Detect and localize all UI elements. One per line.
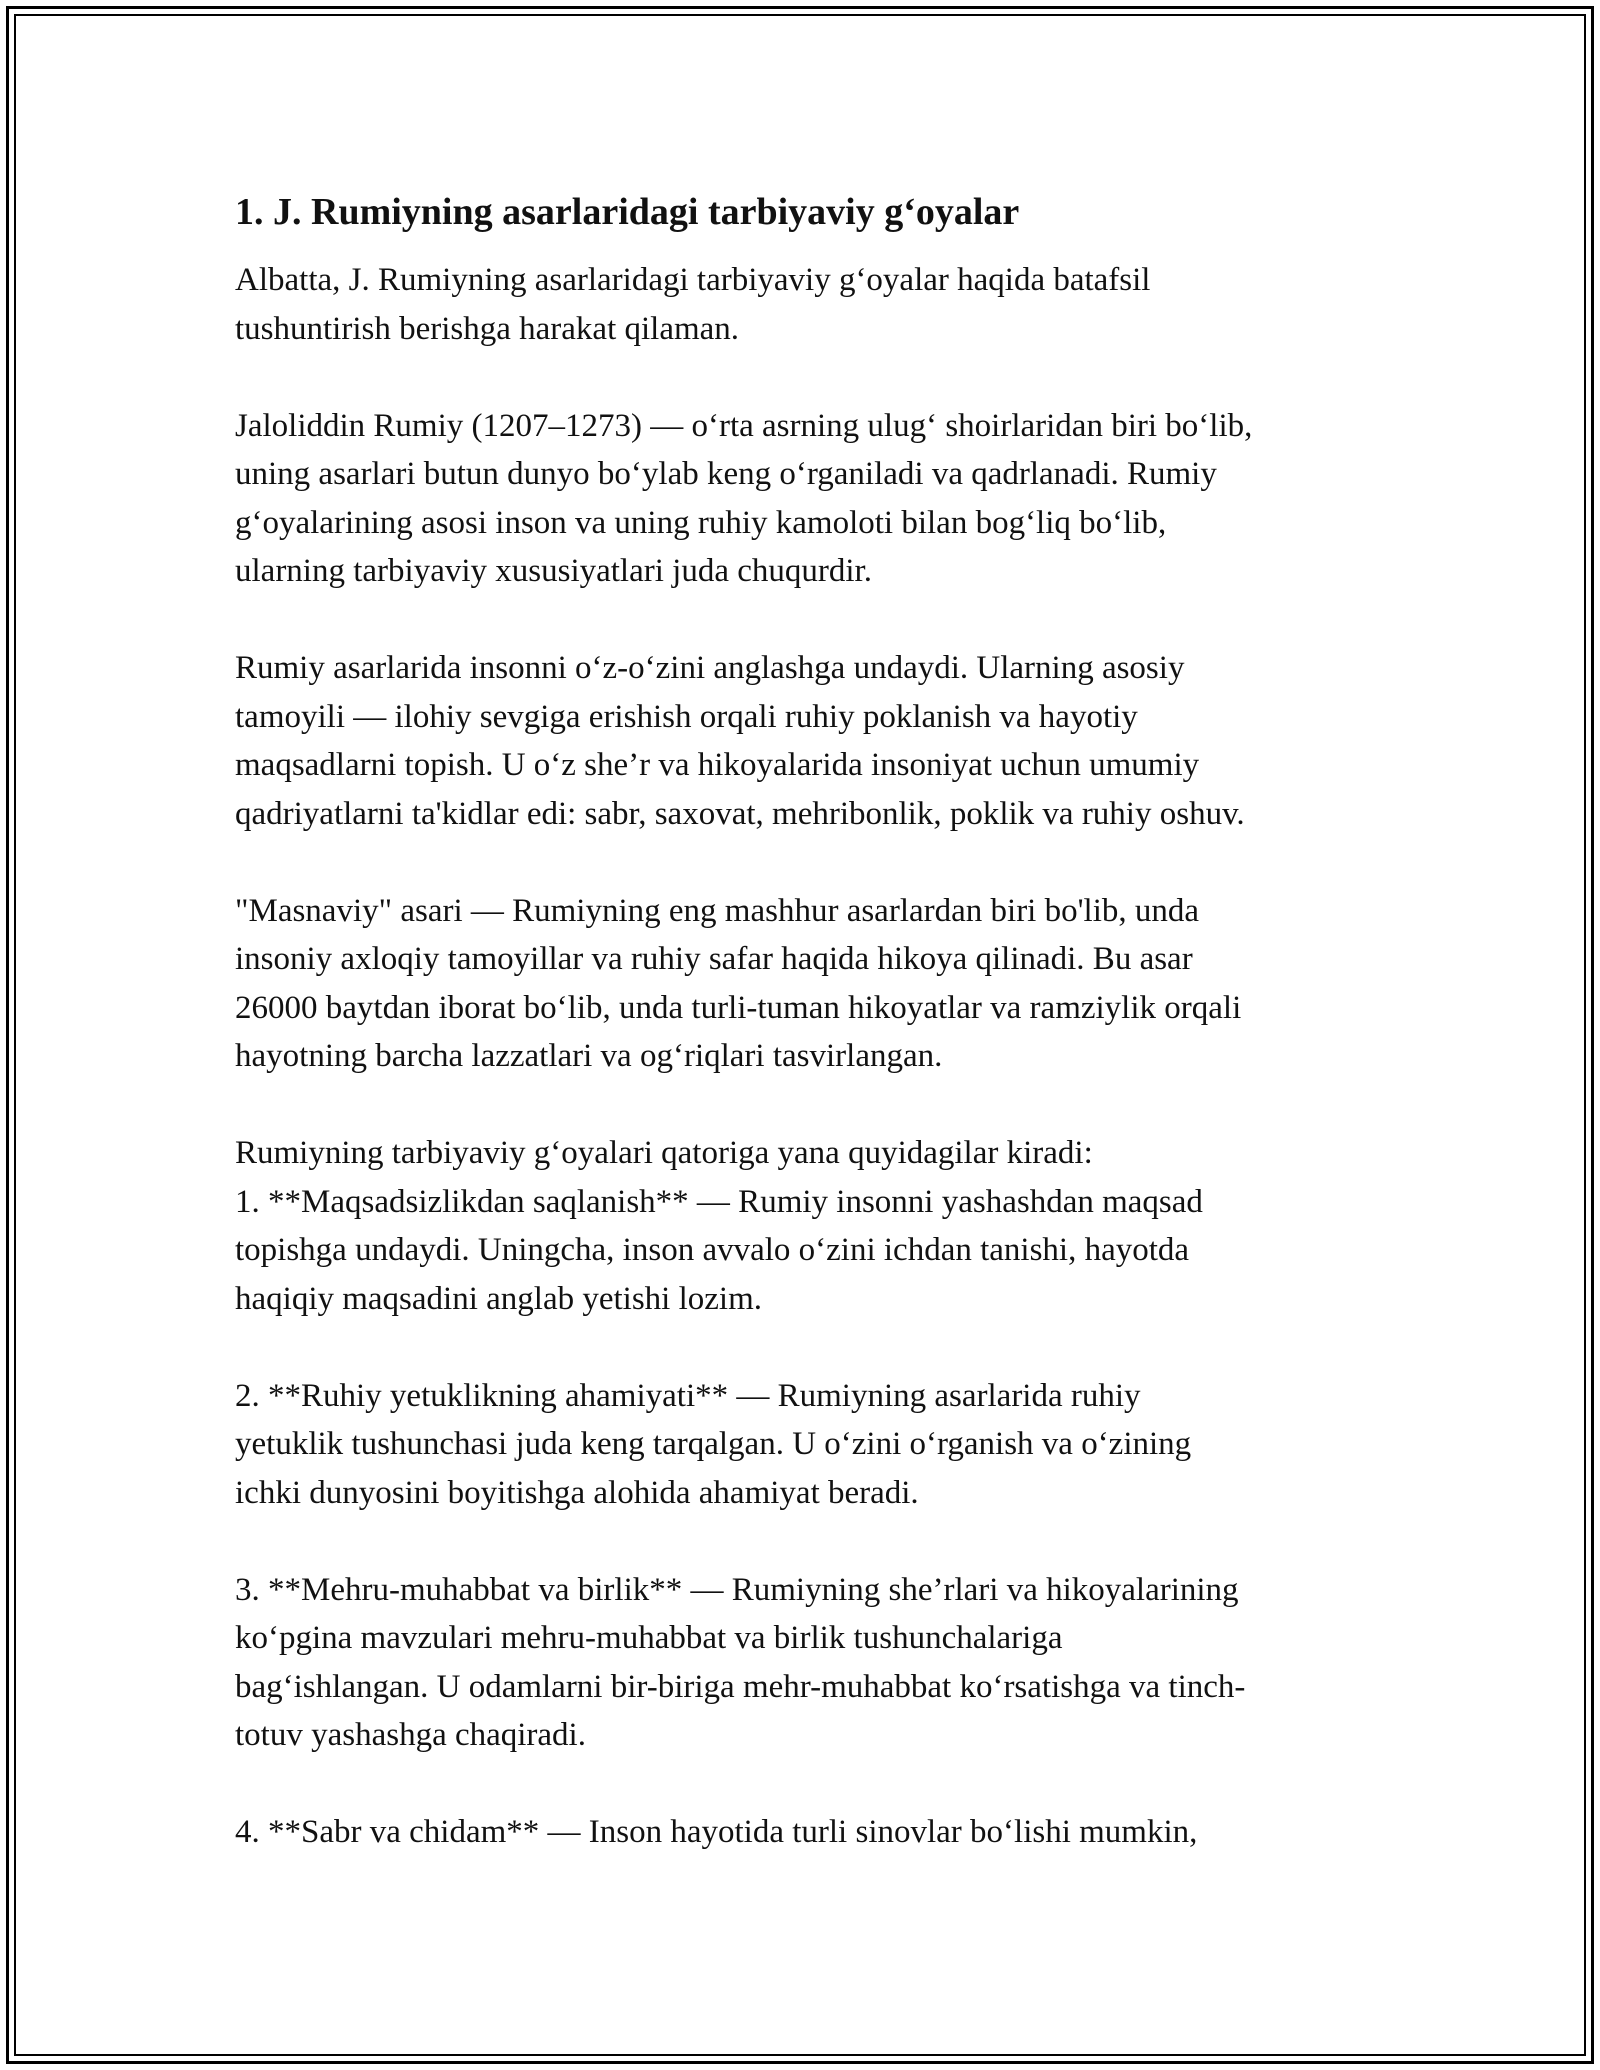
text-line: Jaloliddin Rumiy (1207–1273) — o‘rta asrning ulug‘ shoirlaridan biri bo‘lib, (235, 407, 1253, 444)
text-line: topishga undaydi. Uningcha, inson avvalo o‘zini ichdan tanishi, hayotda (235, 1232, 1190, 1268)
text-line: ko‘pgina mavzulari mehru-muhabbat va birlik tushunchalariga (235, 1620, 1063, 1656)
text-line: totuv yashashga chaqiradi. (235, 1717, 586, 1753)
text-line: 2. **Ruhiy yetuklikning ahamiyati** — Rumiyning asarlarida ruhiy (235, 1377, 1141, 1414)
paragraph-list-item-2 (235, 1372, 1370, 1518)
text-line: haqiqiy maqsadini anglab yetishi lozim. (235, 1280, 762, 1317)
text-line: Albatta, J. Rumiyning asarlaridagi tarbiyaviy g‘oyalar haqida batafsil (235, 262, 1151, 298)
text-line: ularning tarbiyaviy xususiyatlari juda chuqurdir. (235, 553, 872, 589)
text-line: uning asarlari butun dunyo bo‘ylab keng o‘rganiladi va qadrlanadi. Rumiy (235, 456, 1217, 492)
text-line: ichki dunyosini boyitishga alohida ahamiyat beradi. (235, 1474, 919, 1511)
text-line: bag‘ishlangan. U odamlarni bir-biriga mehr-muhabbat ko‘rsatishga va tinch- (235, 1668, 1246, 1705)
text-line: qadriyatlarni ta'kidlar edi: sabr, saxovat, mehribonlik, poklik va ruhiy oshuv. (235, 795, 1245, 832)
text-line: tamoyili — ilohiy sevgiga erishish orqali ruhiy poklanish va hayotiy (235, 698, 1138, 735)
paragraph-list-item-4 (235, 1808, 1370, 1857)
text-line: hayotning barcha lazzatlari va og‘riqlari tasvirlangan. (235, 1038, 943, 1074)
paragraph-intro (235, 256, 1370, 353)
text-line: maqsadlarni topish. U o‘z she’r va hikoyalarida insoniyat uchun umumiy (235, 747, 1200, 783)
text-line: Rumiy asarlarida insonni o‘z-o‘zini anglashga undaydi. Ularning asosiy (235, 650, 1185, 686)
section-heading: 1. J. Rumiyning asarlaridagi tarbiyaviy g‘oyalar (235, 191, 1020, 233)
text-line: yetuklik tushunchasi juda keng tarqalgan. U o‘zini o‘rganish va o‘zining (235, 1426, 1192, 1462)
paragraph-biography (235, 402, 1370, 596)
text-line: insoniy axloqiy tamoyillar va ruhiy safar haqida hikoya qilinadi. Bu asar (235, 941, 1193, 977)
document-body (235, 188, 1370, 1857)
text-line: tushuntirish berishga harakat qilaman. (235, 310, 740, 347)
paragraph-list-item-1 (235, 1129, 1370, 1323)
paragraph-list-item-3 (235, 1566, 1370, 1760)
text-line: 26000 baytdan iborat bo‘lib, unda turli-tuman hikoyatlar va ramziylik orqali (235, 989, 1242, 1026)
text-line: 1. **Maqsadsizlikdan saqlanish** — Rumiy insonni yashashdan maqsad (235, 1183, 1203, 1220)
text-line: 4. **Sabr va chidam** — Inson hayotida turli sinovlar bo‘lishi mumkin, (235, 1814, 1198, 1850)
text-line: "Masnaviy" asari — Rumiyning eng mashhur asarlardan biri bo'lib, unda (235, 892, 1200, 929)
text-line: 3. **Mehru-muhabbat va birlik** — Rumiyning she’rlari va hikoyalarining (235, 1571, 1239, 1608)
paragraph-principles (235, 644, 1370, 838)
text-line: g‘oyalarining asosi inson va uning ruhiy kamoloti bilan bog‘liq bo‘lib, (235, 504, 1167, 541)
text-line: Rumiyning tarbiyaviy g‘oyalari qatoriga yana quyidagilar kiradi: (235, 1135, 1093, 1171)
paragraph-masnaviy (235, 887, 1370, 1081)
